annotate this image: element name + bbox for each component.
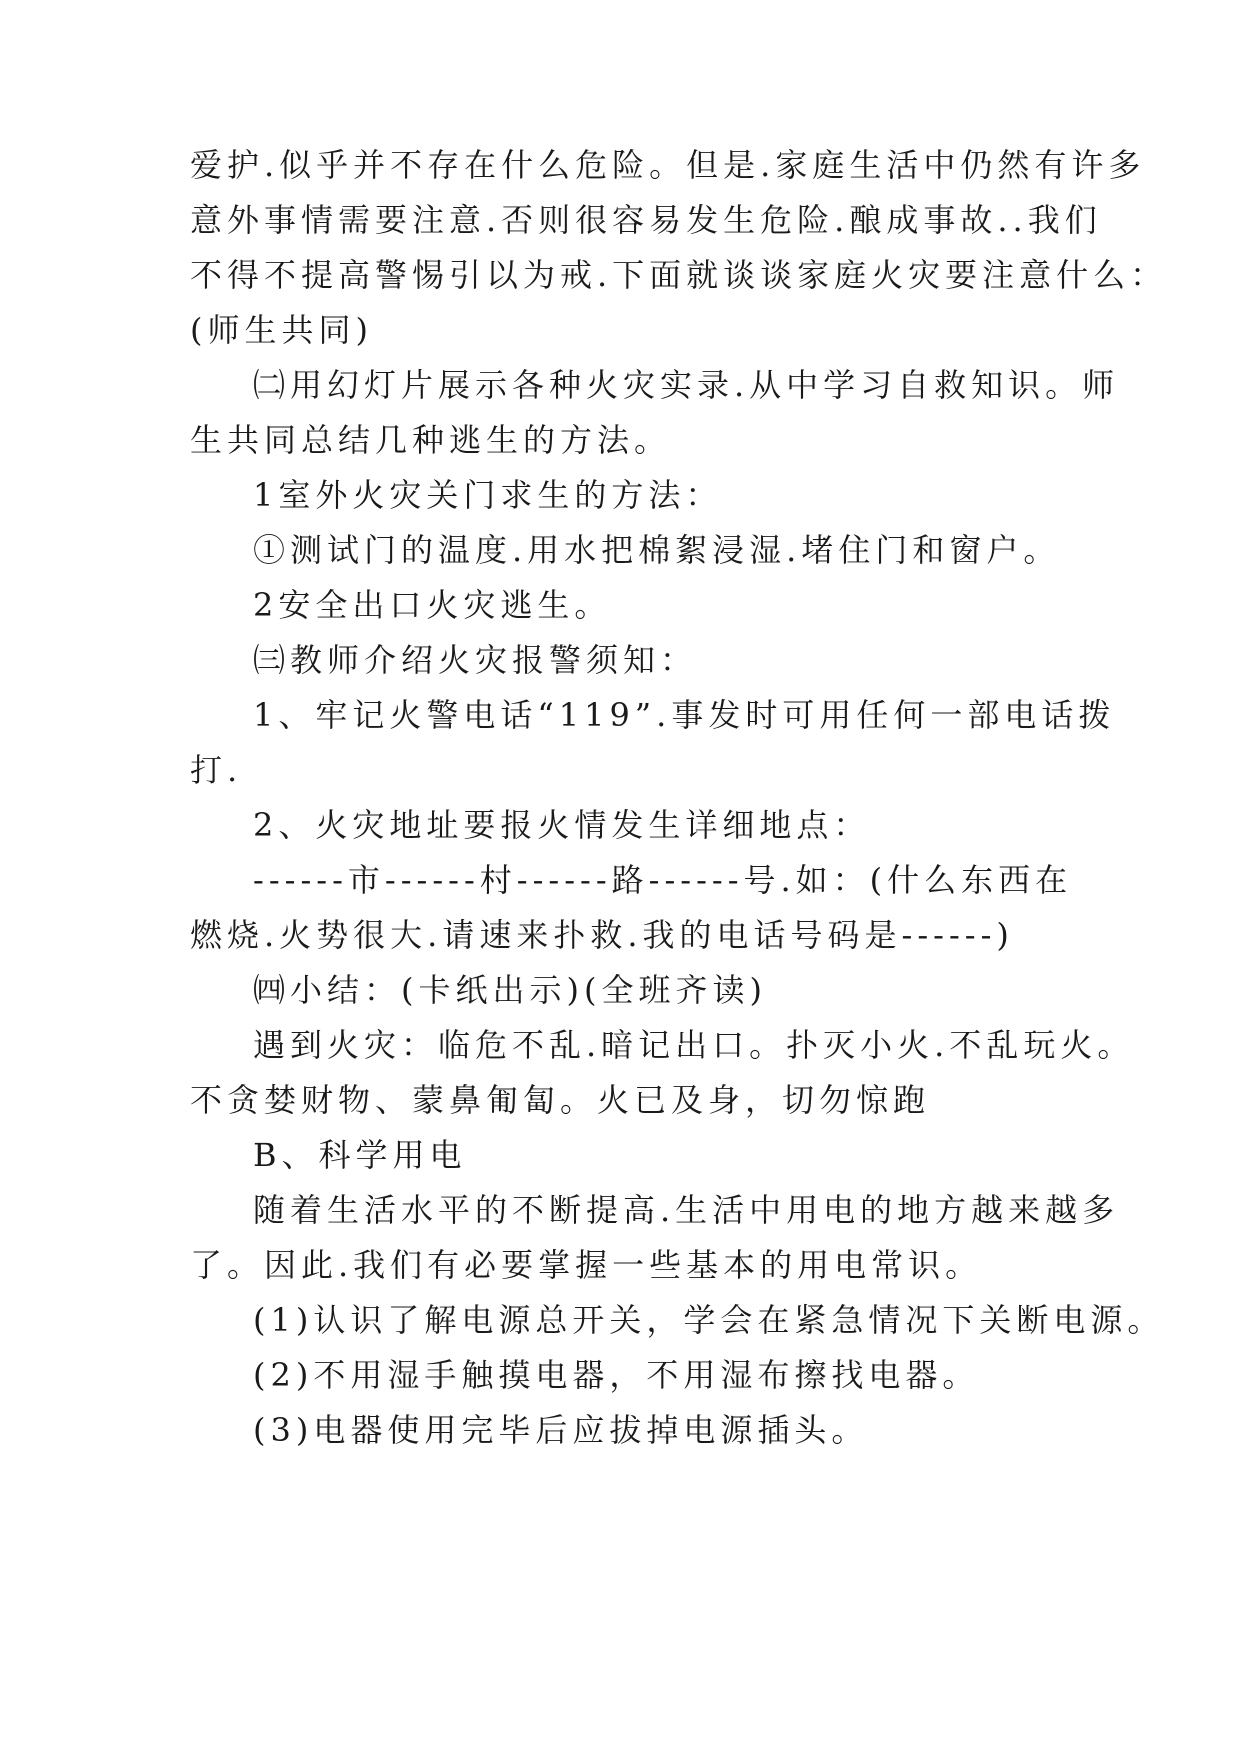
list-item: 1、牢记火警电话“119”.事发时可用任何一部电话拨 (253, 696, 1116, 734)
paragraph-line: 随着生活水平的不断提高.生活中用电的地方越来越多 (253, 1191, 1120, 1229)
list-item: 1室外火灾关门求生的方法： (253, 476, 723, 514)
paragraph-line: 燃烧.火势很大.请速来扑救.我的电话号码是------) (190, 916, 1014, 954)
list-item: ①测试门的温度.用水把棉絮浸湿.堵住门和窗户。 (253, 531, 1061, 569)
paragraph-line: 遇到火灾：临危不乱.暗记出口。扑灭小火.不乱玩火。 (253, 1026, 1135, 1064)
section-heading: ㈣小结：(卡纸出示)(全班齐读) (253, 971, 767, 1009)
paragraph-line: ------市------村------路------号.如：(什么东西在 (253, 861, 1073, 899)
paragraph-line: 了。因此.我们有必要掌握一些基本的用电常识。 (190, 1246, 983, 1284)
section-heading: ㈡用幻灯片展示各种火灾实录.从中学习自救知识。师 (253, 366, 1120, 404)
paragraph-line: (师生共同) (190, 311, 373, 349)
paragraph-line: 打. (190, 751, 243, 789)
paragraph-line: 意外事情需要注意.否则很容易发生危险.酿成事故..我们 (190, 201, 1102, 239)
section-heading: B、科学用电 (253, 1136, 467, 1174)
paragraph-line: 不得不提高警惕引以为戒.下面就谈谈家庭火灾要注意什么： (190, 256, 1168, 294)
list-item: 2安全出口火灾逃生。 (253, 586, 612, 624)
list-item: (1)认识了解电源总开关，学会在紧急情况下关断电源。 (253, 1301, 1165, 1339)
paragraph-line: 不贪婪财物、蒙鼻匍匐。火已及身，切勿惊跑 (190, 1081, 931, 1119)
list-item: 2、火灾地址要报火情发生详细地点： (253, 806, 871, 844)
paragraph-line: 爱护.似乎并不存在什么危险。但是.家庭生活中仍然有许多 (190, 146, 1146, 184)
section-heading: ㈢教师介绍火灾报警须知： (253, 641, 698, 679)
list-item: (2)不用湿手触摸电器，不用湿布擦找电器。 (253, 1356, 980, 1394)
paragraph-line: 生共同总结几种逃生的方法。 (190, 421, 672, 459)
list-item: (3)电器使用完毕后应拔掉电源插头。 (253, 1411, 869, 1449)
